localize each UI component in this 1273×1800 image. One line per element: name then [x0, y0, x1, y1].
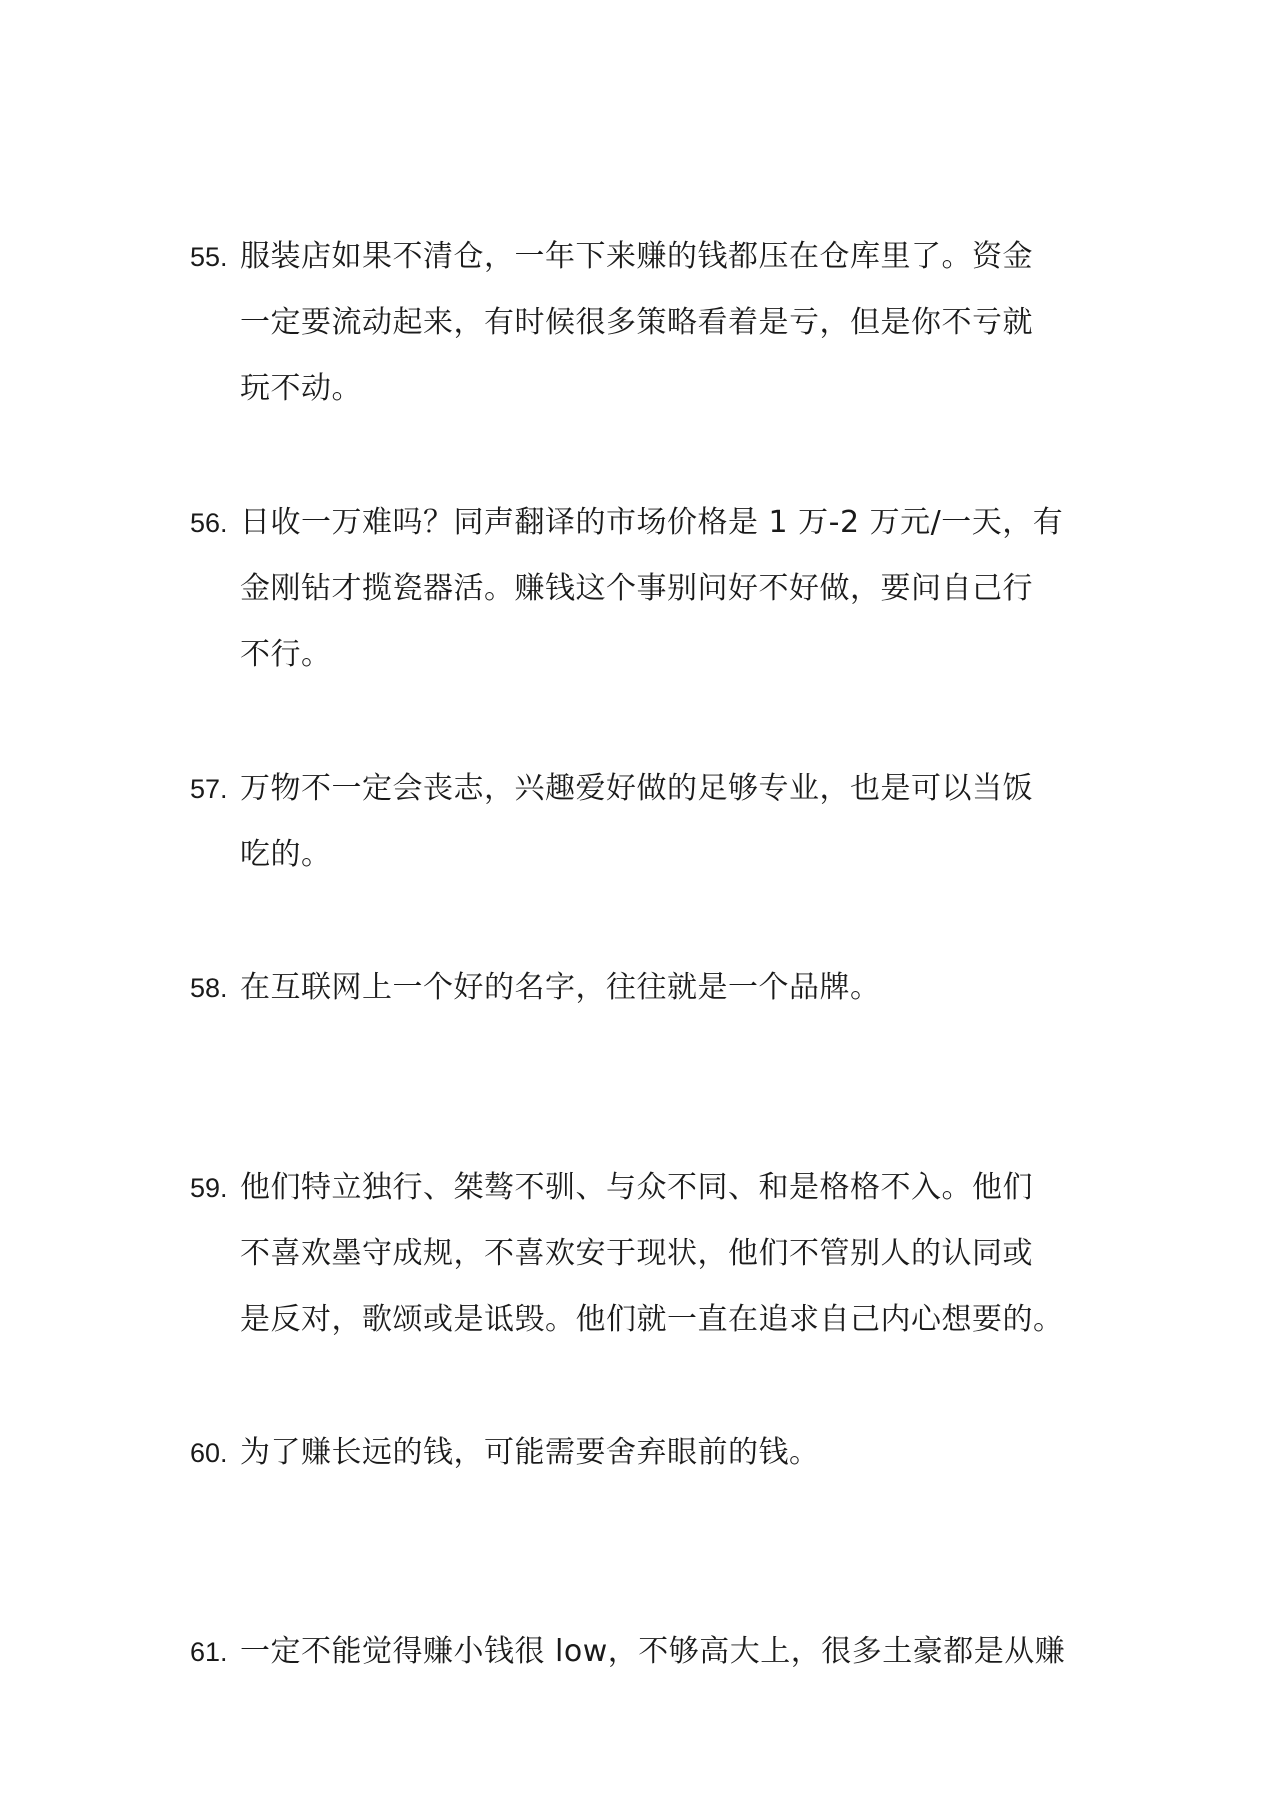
list-item — [190, 490, 1090, 688]
item-number: 56. — [190, 508, 228, 538]
item-number: 57. — [190, 774, 228, 804]
item-text-line: 他们特立独行、桀骜不驯、与众不同、和是格格不入。他们 — [240, 1170, 1033, 1205]
list-item — [190, 1420, 1090, 1486]
item-number: 61. — [190, 1637, 228, 1667]
item-text-line: 一定不能觉得赚小钱很 low，不够高大上，很多土豪都是从赚 — [240, 1634, 1066, 1669]
item-text-line: 吃的。 — [240, 837, 332, 872]
list-item — [190, 224, 1090, 422]
item-number: 59. — [190, 1173, 228, 1203]
item-text-line: 万物不一定会丧志，兴趣爱好做的足够专业，也是可以当饭 — [240, 771, 1033, 806]
item-text-line: 服装店如果不清仓，一年下来赚的钱都压在仓库里了。资金 — [240, 239, 1033, 274]
list-item — [190, 756, 1090, 888]
list-item — [190, 955, 1090, 1021]
item-text-line: 一定要流动起来，有时候很多策略看着是亏，但是你不亏就 — [240, 305, 1033, 340]
item-text-line: 金刚钻才揽瓷器活。赚钱这个事别问好不好做，要问自己行 — [240, 571, 1033, 606]
item-text-line: 为了赚长远的钱，可能需要舍弃眼前的钱。 — [240, 1435, 820, 1470]
item-text-line: 不喜欢墨守成规，不喜欢安于现状，他们不管别人的认同或 — [240, 1236, 1033, 1271]
list-item — [190, 1619, 1090, 1685]
item-text-line: 在互联网上一个好的名字，往往就是一个品牌。 — [240, 970, 881, 1005]
list-item — [190, 1155, 1090, 1353]
item-text-line: 不行。 — [240, 637, 332, 672]
item-text-line: 玩不动。 — [240, 371, 362, 406]
item-text-line: 日收一万难吗？同声翻译的市场价格是 1 万-2 万元/一天，有 — [240, 505, 1064, 540]
item-number: 55. — [190, 242, 228, 272]
item-number: 58. — [190, 973, 228, 1003]
item-number: 60. — [190, 1438, 228, 1468]
item-text-line: 是反对，歌颂或是诋毁。他们就一直在追求自己内心想要的。 — [240, 1302, 1064, 1337]
